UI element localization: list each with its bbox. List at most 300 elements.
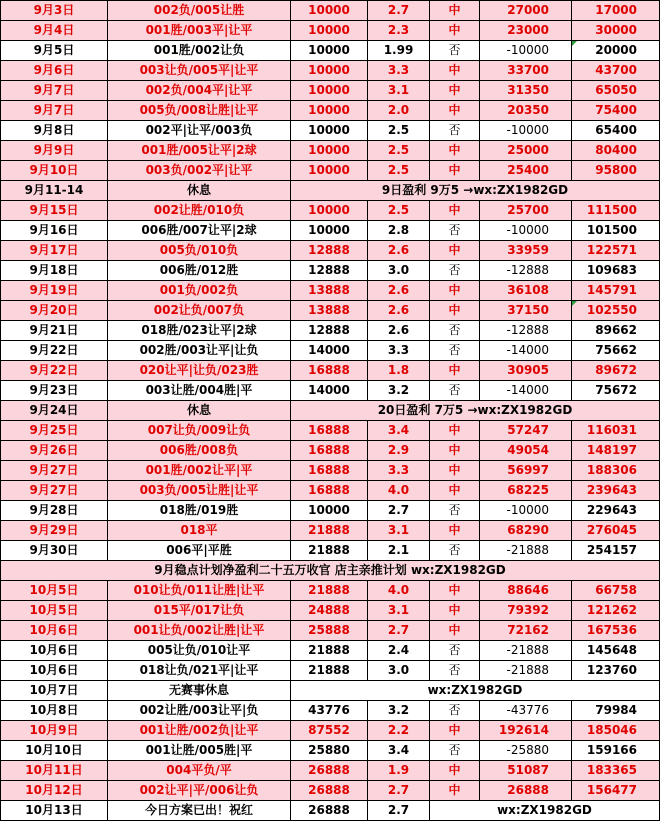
date-cell: 9月7日 <box>1 101 108 121</box>
profit-loss-cell: 33959 <box>480 241 572 261</box>
table-row <box>1 341 660 361</box>
date-cell: 10月13日 <box>1 801 108 821</box>
table-row <box>1 581 660 601</box>
balance-cell: 95800 <box>572 161 660 181</box>
odds-cell: 2.7 <box>368 1 430 21</box>
profit-loss-cell: 36108 <box>480 281 572 301</box>
pick-cell: 003负/002平|让平 <box>108 161 291 181</box>
pick-cell: 002负/005让胜 <box>108 1 291 21</box>
balance-cell: 75672 <box>572 381 660 401</box>
stake-cell: 25888 <box>291 621 368 641</box>
odds-cell: 3.0 <box>368 261 430 281</box>
odds-cell: 2.0 <box>368 101 430 121</box>
pick-cell: 015平/017让负 <box>108 601 291 621</box>
stake-cell: 10000 <box>291 121 368 141</box>
table-row <box>1 701 660 721</box>
result-cell: 中 <box>430 581 480 601</box>
profit-loss-cell: 49054 <box>480 441 572 461</box>
stake-cell: 10000 <box>291 501 368 521</box>
balance-cell: 79984 <box>572 701 660 721</box>
odds-cell: 3.0 <box>368 661 430 681</box>
date-cell: 9月20日 <box>1 301 108 321</box>
date-cell: 9月19日 <box>1 281 108 301</box>
balance-cell: 75400 <box>572 101 660 121</box>
balance-cell: 89672 <box>572 361 660 381</box>
odds-cell: 1.99 <box>368 41 430 61</box>
result-cell: 否 <box>430 321 480 341</box>
date-cell: 9月8日 <box>1 121 108 141</box>
profit-loss-cell: 192614 <box>480 721 572 741</box>
date-cell: 10月6日 <box>1 621 108 641</box>
pick-cell: 002负/004平|让平 <box>108 81 291 101</box>
table-row <box>1 421 660 441</box>
date-cell: 9月11-14 <box>1 181 108 201</box>
odds-cell: 3.1 <box>368 521 430 541</box>
pick-cell: 020让平|让负/023胜 <box>108 361 291 381</box>
table-row <box>1 221 660 241</box>
result-cell: 中 <box>430 201 480 221</box>
table-row <box>1 401 660 421</box>
profit-loss-cell: -43776 <box>480 701 572 721</box>
date-cell: 10月9日 <box>1 721 108 741</box>
date-cell: 9月17日 <box>1 241 108 261</box>
profit-loss-cell: -21888 <box>480 661 572 681</box>
profit-loss-cell: -14000 <box>480 381 572 401</box>
summary-note-cell: 9日盈利 9万5 →wx:ZX1982GD <box>291 181 660 201</box>
stake-cell: 12888 <box>291 261 368 281</box>
balance-cell: 145791 <box>572 281 660 301</box>
result-cell: 中 <box>430 461 480 481</box>
result-cell: 中 <box>430 761 480 781</box>
result-cell: 中 <box>430 61 480 81</box>
profit-loss-cell: -10000 <box>480 501 572 521</box>
summary-note-cell: 20日盈利 7万5 →wx:ZX1982GD <box>291 401 660 421</box>
odds-cell: 3.4 <box>368 421 430 441</box>
pick-cell: 001让胜/005胜|平 <box>108 741 291 761</box>
odds-cell: 2.2 <box>368 721 430 741</box>
table-row <box>1 21 660 41</box>
result-cell: 中 <box>430 141 480 161</box>
stake-cell: 16888 <box>291 461 368 481</box>
pick-cell: 003让负/005平|让平 <box>108 61 291 81</box>
table-row <box>1 281 660 301</box>
result-cell: 否 <box>430 121 480 141</box>
table-row <box>1 661 660 681</box>
result-cell: 否 <box>430 41 480 61</box>
rest-label-cell: 无赛事休息 <box>108 681 291 701</box>
pick-cell: 002让负/007负 <box>108 301 291 321</box>
odds-cell: 2.5 <box>368 161 430 181</box>
date-cell: 9月23日 <box>1 381 108 401</box>
odds-cell: 2.9 <box>368 441 430 461</box>
balance-cell: 102550 <box>572 301 660 321</box>
stake-cell: 21888 <box>291 521 368 541</box>
stake-cell: 10000 <box>291 61 368 81</box>
odds-cell: 3.2 <box>368 701 430 721</box>
table-row <box>1 641 660 661</box>
odds-cell: 3.3 <box>368 61 430 81</box>
balance-cell: 109683 <box>572 261 660 281</box>
profit-loss-cell: -21888 <box>480 641 572 661</box>
stake-cell: 26888 <box>291 781 368 801</box>
stake-cell: 13888 <box>291 281 368 301</box>
balance-cell: 122571 <box>572 241 660 261</box>
stake-cell: 10000 <box>291 141 368 161</box>
stake-cell: 21888 <box>291 661 368 681</box>
profit-loss-cell: 20350 <box>480 101 572 121</box>
pick-cell: 002让胜/010负 <box>108 201 291 221</box>
result-cell: 否 <box>430 661 480 681</box>
table-row <box>1 621 660 641</box>
stake-cell: 25880 <box>291 741 368 761</box>
contact-note-cell: wx:ZX1982GD <box>430 801 660 821</box>
pick-cell: 003让胜/004胜|平 <box>108 381 291 401</box>
odds-cell: 1.8 <box>368 361 430 381</box>
odds-cell: 2.6 <box>368 321 430 341</box>
odds-cell: 2.8 <box>368 221 430 241</box>
balance-cell: 167536 <box>572 621 660 641</box>
date-cell: 9月10日 <box>1 161 108 181</box>
odds-cell: 2.6 <box>368 281 430 301</box>
result-cell: 否 <box>430 541 480 561</box>
date-cell: 9月26日 <box>1 441 108 461</box>
balance-cell: 121262 <box>572 601 660 621</box>
profit-loss-cell: 72162 <box>480 621 572 641</box>
odds-cell: 2.3 <box>368 21 430 41</box>
table-row <box>1 521 660 541</box>
stake-cell: 26888 <box>291 801 368 821</box>
stake-cell: 26888 <box>291 761 368 781</box>
result-cell: 否 <box>430 741 480 761</box>
table-row <box>1 241 660 261</box>
stake-cell: 10000 <box>291 41 368 61</box>
balance-cell: 75662 <box>572 341 660 361</box>
table-row <box>1 481 660 501</box>
table-row <box>1 501 660 521</box>
stake-cell: 10000 <box>291 221 368 241</box>
odds-cell: 2.6 <box>368 301 430 321</box>
odds-cell: 3.3 <box>368 461 430 481</box>
odds-cell: 3.4 <box>368 741 430 761</box>
date-cell: 9月7日 <box>1 81 108 101</box>
pick-cell: 018让负/021平|让平 <box>108 661 291 681</box>
stake-cell: 16888 <box>291 481 368 501</box>
profit-loss-cell: 79392 <box>480 601 572 621</box>
pick-cell: 018平 <box>108 521 291 541</box>
pick-cell: 今日方案已出！祝红 <box>108 801 291 821</box>
profit-loss-cell: 26888 <box>480 781 572 801</box>
odds-cell: 2.1 <box>368 541 430 561</box>
balance-cell: 43700 <box>572 61 660 81</box>
result-cell: 中 <box>430 621 480 641</box>
pick-cell: 005负/008让胜|让平 <box>108 101 291 121</box>
table-row <box>1 41 660 61</box>
record-rows <box>1 1 660 821</box>
profit-loss-cell: 68225 <box>480 481 572 501</box>
stake-cell: 12888 <box>291 241 368 261</box>
result-cell: 中 <box>430 301 480 321</box>
result-cell: 中 <box>430 601 480 621</box>
table-row <box>1 461 660 481</box>
stake-cell: 87552 <box>291 721 368 741</box>
table-row <box>1 721 660 741</box>
profit-loss-cell: 56997 <box>480 461 572 481</box>
profit-loss-cell: -21888 <box>480 541 572 561</box>
date-cell: 10月12日 <box>1 781 108 801</box>
result-cell: 中 <box>430 361 480 381</box>
table-row <box>1 681 660 701</box>
pick-cell: 001胜/005让平|2球 <box>108 141 291 161</box>
date-cell: 10月5日 <box>1 601 108 621</box>
pick-cell: 001胜/002让平|平 <box>108 461 291 481</box>
result-cell: 中 <box>430 481 480 501</box>
odds-cell: 3.3 <box>368 341 430 361</box>
pick-cell: 002胜/003让平|让负 <box>108 341 291 361</box>
balance-cell: 65050 <box>572 81 660 101</box>
table-row <box>1 741 660 761</box>
odds-cell: 2.7 <box>368 501 430 521</box>
result-cell: 否 <box>430 641 480 661</box>
table-row <box>1 101 660 121</box>
table-row <box>1 781 660 801</box>
result-cell: 中 <box>430 521 480 541</box>
profit-loss-cell: 23000 <box>480 21 572 41</box>
balance-cell: 185046 <box>572 721 660 741</box>
profit-loss-cell: 51087 <box>480 761 572 781</box>
pick-cell: 001胜/003平|让平 <box>108 21 291 41</box>
pick-cell: 004平负/平 <box>108 761 291 781</box>
stake-cell: 16888 <box>291 361 368 381</box>
date-cell: 9月27日 <box>1 481 108 501</box>
date-cell: 9月9日 <box>1 141 108 161</box>
stake-cell: 21888 <box>291 581 368 601</box>
table-row <box>1 361 660 381</box>
balance-cell: 123760 <box>572 661 660 681</box>
balance-cell: 148197 <box>572 441 660 461</box>
stake-cell: 10000 <box>291 1 368 21</box>
table-row <box>1 181 660 201</box>
table-row <box>1 561 660 581</box>
stake-cell: 21888 <box>291 641 368 661</box>
profit-loss-cell: 37150 <box>480 301 572 321</box>
date-cell: 10月8日 <box>1 701 108 721</box>
stake-cell: 13888 <box>291 301 368 321</box>
table-row <box>1 141 660 161</box>
profit-loss-cell: 25700 <box>480 201 572 221</box>
date-cell: 9月15日 <box>1 201 108 221</box>
date-cell: 9月16日 <box>1 221 108 241</box>
pick-cell: 001让胜/002负|让平 <box>108 721 291 741</box>
stake-cell: 14000 <box>291 341 368 361</box>
odds-cell: 2.5 <box>368 141 430 161</box>
date-cell: 10月5日 <box>1 581 108 601</box>
pick-cell: 001让负/002让胜|让平 <box>108 621 291 641</box>
table-row <box>1 161 660 181</box>
pick-cell: 006胜/008负 <box>108 441 291 461</box>
pick-cell: 002平|让平/003负 <box>108 121 291 141</box>
odds-cell: 1.9 <box>368 761 430 781</box>
pick-cell: 018胜/023让平|2球 <box>108 321 291 341</box>
odds-cell: 2.7 <box>368 801 430 821</box>
result-cell: 中 <box>430 781 480 801</box>
result-cell: 否 <box>430 261 480 281</box>
rest-label-cell: 休息 <box>108 181 291 201</box>
date-cell: 9月6日 <box>1 61 108 81</box>
result-cell: 中 <box>430 241 480 261</box>
odds-cell: 2.5 <box>368 121 430 141</box>
pick-cell: 006平|平胜 <box>108 541 291 561</box>
balance-cell: 20000 <box>572 41 660 61</box>
date-cell: 9月25日 <box>1 421 108 441</box>
stake-cell: 10000 <box>291 161 368 181</box>
balance-cell: 156477 <box>572 781 660 801</box>
balance-cell: 183365 <box>572 761 660 781</box>
date-cell: 10月10日 <box>1 741 108 761</box>
table-row <box>1 1 660 21</box>
odds-cell: 2.7 <box>368 781 430 801</box>
profit-loss-cell: -25880 <box>480 741 572 761</box>
balance-cell: 229643 <box>572 501 660 521</box>
odds-cell: 2.5 <box>368 201 430 221</box>
table-row <box>1 541 660 561</box>
date-cell: 10月7日 <box>1 681 108 701</box>
table-row <box>1 121 660 141</box>
balance-cell: 66758 <box>572 581 660 601</box>
contact-note-cell: wx:ZX1982GD <box>291 681 660 701</box>
result-cell: 否 <box>430 221 480 241</box>
date-cell: 10月6日 <box>1 661 108 681</box>
date-cell: 9月28日 <box>1 501 108 521</box>
stake-cell: 10000 <box>291 81 368 101</box>
profit-loss-cell: 33700 <box>480 61 572 81</box>
odds-cell: 2.6 <box>368 241 430 261</box>
stake-cell: 16888 <box>291 421 368 441</box>
pick-cell: 003负/005让胜|让平 <box>108 481 291 501</box>
date-cell: 9月27日 <box>1 461 108 481</box>
table-row <box>1 441 660 461</box>
result-cell: 中 <box>430 81 480 101</box>
result-cell: 否 <box>430 501 480 521</box>
result-cell: 中 <box>430 421 480 441</box>
profit-loss-cell: -10000 <box>480 41 572 61</box>
odds-cell: 3.2 <box>368 381 430 401</box>
table-row <box>1 761 660 781</box>
date-cell: 10月6日 <box>1 641 108 661</box>
result-cell: 中 <box>430 101 480 121</box>
stake-cell: 16888 <box>291 441 368 461</box>
balance-cell: 30000 <box>572 21 660 41</box>
pick-cell: 002让平|平/006让负 <box>108 781 291 801</box>
stake-cell: 10000 <box>291 101 368 121</box>
balance-cell: 145648 <box>572 641 660 661</box>
stake-cell: 10000 <box>291 21 368 41</box>
pick-cell: 010让负/011让胜|让平 <box>108 581 291 601</box>
profit-loss-cell: 57247 <box>480 421 572 441</box>
balance-cell: 239643 <box>572 481 660 501</box>
date-cell: 9月3日 <box>1 1 108 21</box>
date-cell: 9月24日 <box>1 401 108 421</box>
balance-cell: 17000 <box>572 1 660 21</box>
table-row <box>1 61 660 81</box>
odds-cell: 4.0 <box>368 481 430 501</box>
table-row <box>1 301 660 321</box>
date-cell: 9月29日 <box>1 521 108 541</box>
monthly-summary-banner: 9月稳点计划净盈利二十五万收官 店主亲推计划 wx:ZX1982GD <box>1 561 660 581</box>
table-row <box>1 801 660 821</box>
profit-loss-cell: -12888 <box>480 261 572 281</box>
odds-cell: 2.4 <box>368 641 430 661</box>
date-cell: 9月4日 <box>1 21 108 41</box>
result-cell: 中 <box>430 21 480 41</box>
balance-cell: 116031 <box>572 421 660 441</box>
balance-cell: 159166 <box>572 741 660 761</box>
pick-cell: 007让负/009让负 <box>108 421 291 441</box>
date-cell: 10月11日 <box>1 761 108 781</box>
pick-cell: 001胜/002让负 <box>108 41 291 61</box>
profit-loss-cell: 25000 <box>480 141 572 161</box>
balance-cell: 111500 <box>572 201 660 221</box>
date-cell: 9月30日 <box>1 541 108 561</box>
profit-loss-cell: 31350 <box>480 81 572 101</box>
table-row <box>1 381 660 401</box>
pick-cell: 018胜/019胜 <box>108 501 291 521</box>
pick-cell: 006胜/007让平|2球 <box>108 221 291 241</box>
profit-loss-cell: -10000 <box>480 121 572 141</box>
profit-loss-cell: 30905 <box>480 361 572 381</box>
stake-cell: 24888 <box>291 601 368 621</box>
result-cell: 中 <box>430 281 480 301</box>
result-cell: 中 <box>430 161 480 181</box>
profit-loss-cell: -10000 <box>480 221 572 241</box>
date-cell: 9月18日 <box>1 261 108 281</box>
pick-cell: 006胜/012胜 <box>108 261 291 281</box>
date-cell: 9月22日 <box>1 341 108 361</box>
balance-cell: 65400 <box>572 121 660 141</box>
result-cell: 否 <box>430 341 480 361</box>
date-cell: 9月21日 <box>1 321 108 341</box>
balance-cell: 89662 <box>572 321 660 341</box>
table-row <box>1 81 660 101</box>
stake-cell: 21888 <box>291 541 368 561</box>
result-cell: 中 <box>430 721 480 741</box>
pick-cell: 002让胜/003让平|负 <box>108 701 291 721</box>
odds-cell: 3.1 <box>368 601 430 621</box>
balance-cell: 80400 <box>572 141 660 161</box>
profit-loss-cell: 27000 <box>480 1 572 21</box>
stake-cell: 14000 <box>291 381 368 401</box>
odds-cell: 2.7 <box>368 621 430 641</box>
result-cell: 否 <box>430 381 480 401</box>
date-cell: 9月22日 <box>1 361 108 381</box>
profit-loss-cell: 25400 <box>480 161 572 181</box>
result-cell: 中 <box>430 1 480 21</box>
stake-cell: 43776 <box>291 701 368 721</box>
profit-loss-cell: 68290 <box>480 521 572 541</box>
balance-cell: 188306 <box>572 461 660 481</box>
table-row <box>1 261 660 281</box>
pick-cell: 001负/002负 <box>108 281 291 301</box>
date-cell: 9月5日 <box>1 41 108 61</box>
result-cell: 中 <box>430 441 480 461</box>
stake-cell: 10000 <box>291 201 368 221</box>
balance-cell: 276045 <box>572 521 660 541</box>
table-row <box>1 601 660 621</box>
rest-label-cell: 休息 <box>108 401 291 421</box>
result-cell: 否 <box>430 701 480 721</box>
profit-loss-cell: 88646 <box>480 581 572 601</box>
odds-cell: 3.1 <box>368 81 430 101</box>
table-row <box>1 321 660 341</box>
